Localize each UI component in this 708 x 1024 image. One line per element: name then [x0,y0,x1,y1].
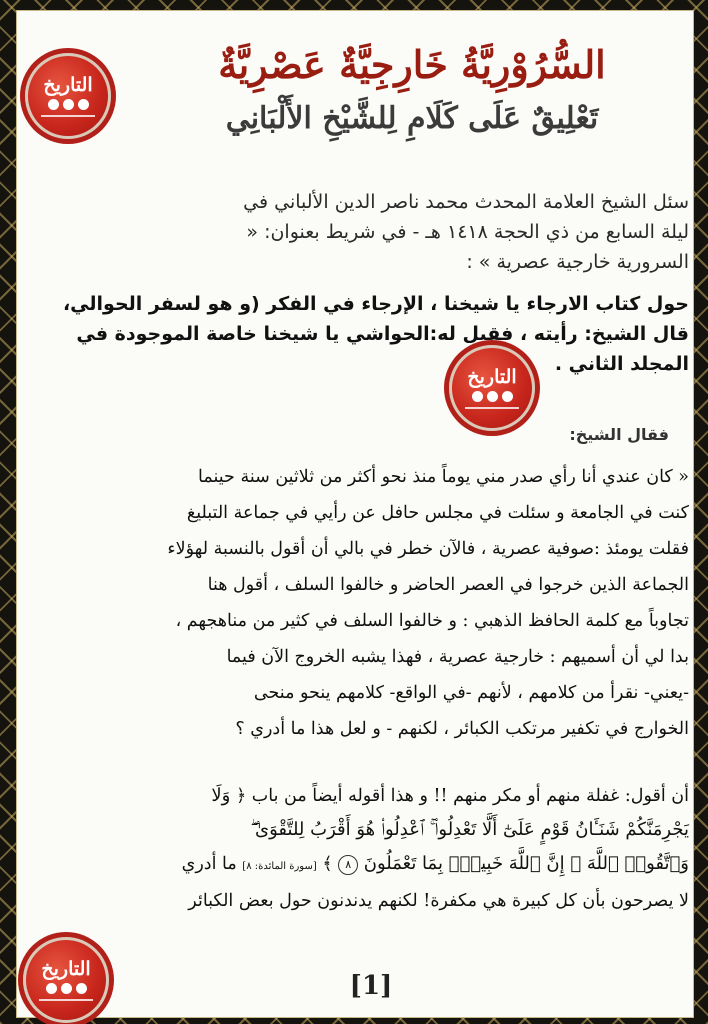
question-line: قال الشيخ: رأيته ، فقيل له:الحواشي يا شيخنا خاصة الموجودة في [76,323,689,345]
quote-line: « كان عندي أنا رأي صدر مني يوماً منذ نحو أكثر من ثلاثين سنة حينما [198,467,689,487]
quote-line: فقلت يومئذ :صوفية عصرية ، فالآن خطر في بالي أن أقول بالنسبة لهؤلاء [167,539,689,559]
question-line: المجلد الثاني . [554,353,689,375]
continuation-line: لا يصرحون بأن كل كبيرة هي مكفرة! لكنهم يدندنون حول بعض الكبائر [188,891,689,911]
quote-line: كنت في الجامعة و سئلت في مجلس حافل عن رأيي في جماعة التبليغ [186,503,689,523]
seal-dots-icon [48,99,89,110]
verse-line [41,847,689,884]
verse-text: وَٱتَّقُوا۟ ٱللَّهَ ۚ إِنَّ ٱللَّهَ خَبِيرٌۢ بِمَا تَعْمَلُونَ [363,853,689,874]
quote-line: -يعني- نقرأ من كلامهم ، لأنهم -في الواقع- كلامهم ينحو منحى [253,683,689,703]
watermark-seal-top [25,53,111,139]
watermark-seal-middle [449,345,535,431]
verse-reference: [سورة المائدة: ٨] [242,861,317,872]
continuation-text: أن أقول: غفلة منهم أو مكر منهم !! و هذا أقوله أيضاً من باب ﴿ [235,786,689,806]
intro-line: سئل الشيخ العلامة المحدث محمد ناصر الدين الألباني في [243,191,689,213]
quote-line: بدا لي أن أسميهم : خارجية عصرية ، فهذا يشبه الخروج الآن فيما [226,647,689,667]
speaker-label: فقال الشيخ: [569,425,669,444]
page-number: [1] [349,971,393,1001]
quote-line: الجماعة الذين خرجوا في العصر الحاضر و خالفوا السلف ، أقول هنا [207,575,689,595]
question-line: حول كتاب الارجاء يا شيخنا ، الإرجاء في الفكر (و هو لسفر الحوالي، [62,293,689,315]
seal-dots-icon [472,391,513,402]
continuation-text: ما أدري [181,854,237,874]
verse-text: وَلَا [211,785,231,806]
quote-paragraph [41,459,689,747]
page-subtitle: تَعْلِيقٌ عَلَى كَلَامِ لِلشَّيْخِ الأَلْبَانِي [225,101,599,136]
quote-line: تجاوباً مع كلمة الحافظ الذهبي : و خالفوا السلف في كثير من مناهجهم ، [175,611,689,631]
seal-dots-icon [46,983,87,994]
document-page [16,10,694,1018]
intro-line: السرورية خارجية عصرية » : [466,251,689,273]
question-paragraph [43,289,689,379]
intro-line: ليلة السابع من ذي الحجة ١٤١٨ هـ - في شريط بعنوان: « [246,221,689,243]
intro-paragraph [43,187,689,277]
verse-close: ﴾ [322,854,333,874]
seal-text: التاريخ [43,74,93,96]
quote-line: الخوارج في تكفير مرتكب الكبائر ، لكنهم - و لعل هذا ما أدري ؟ [235,719,689,739]
watermark-seal-bottom [23,937,109,1023]
verse-line: يَجْرِمَنَّكُمْ شَنَـَٔانُ قَوْمٍ عَلَىٰٓ أَلَّا تَعْدِلُوا۟ ۚ ٱعْدِلُوا۟ هُوَ أَقْرَبُ لِلتَّقْوَىٰ ۖ [250,819,689,840]
page-title: السُّرُوْرِيَّةُ خَارِجِيَّةٌ عَصْرِيَّةٌ [218,42,606,87]
seal-text: التاريخ [41,958,91,980]
continuation-line [41,779,689,813]
seal-text: التاريخ [467,366,517,388]
verse-number: ٨ [338,855,358,875]
continuation-paragraph [41,779,689,918]
